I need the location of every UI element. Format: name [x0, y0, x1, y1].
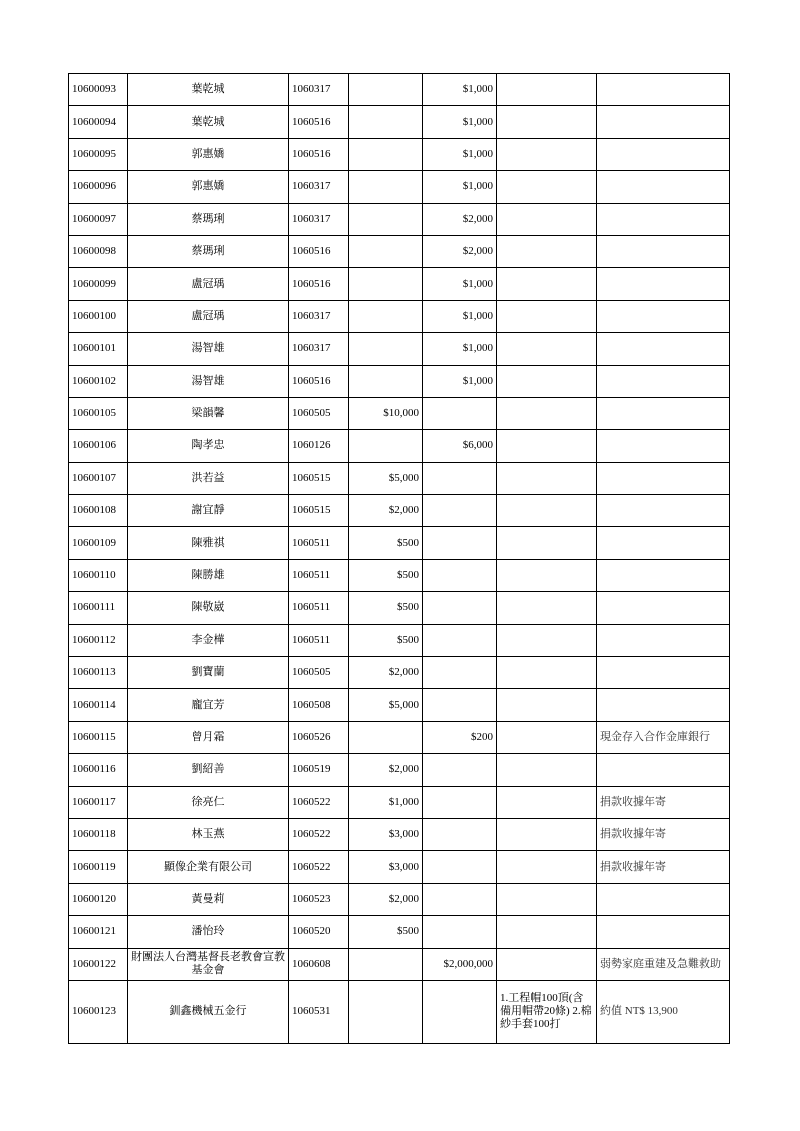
donated-item-cell — [497, 624, 597, 656]
amount-cell — [349, 365, 423, 397]
donor-name-cell: 郭惠嬌 — [128, 171, 289, 203]
donated-item-cell — [497, 657, 597, 689]
amount-cell: $1,000 — [423, 268, 497, 300]
donor-name-cell: 謝宜靜 — [128, 495, 289, 527]
donated-item-cell — [497, 786, 597, 818]
amount-cell — [349, 203, 423, 235]
donation-id-cell: 10600119 — [69, 851, 128, 883]
donor-name-cell: 盧冠瑀 — [128, 300, 289, 332]
amount-cell: $2,000 — [349, 883, 423, 915]
donor-name-cell: 陳敬崴 — [128, 592, 289, 624]
donor-name-cell: 顯像企業有限公司 — [128, 851, 289, 883]
note-cell — [597, 235, 730, 267]
table-row — [69, 365, 730, 397]
donation-id-cell: 10600097 — [69, 203, 128, 235]
donation-date-cell: 1060508 — [289, 689, 349, 721]
donor-name-cell: 蔡瑪琍 — [128, 203, 289, 235]
donated-item-cell — [497, 171, 597, 203]
table-row — [69, 786, 730, 818]
amount-cell — [423, 495, 497, 527]
note-cell — [597, 592, 730, 624]
donation-date-cell: 1060317 — [289, 300, 349, 332]
donated-item-cell — [497, 883, 597, 915]
table-row — [69, 624, 730, 656]
donation-date-cell: 1060511 — [289, 592, 349, 624]
note-cell — [597, 754, 730, 786]
table-row — [69, 495, 730, 527]
donor-name-cell: 陳雅祺 — [128, 527, 289, 559]
amount-cell — [349, 430, 423, 462]
table-row — [69, 916, 730, 948]
donation-date-cell: 1060317 — [289, 203, 349, 235]
donation-date-cell: 1060511 — [289, 624, 349, 656]
donated-item-cell — [497, 235, 597, 267]
donation-id-cell: 10600101 — [69, 333, 128, 365]
note-cell — [597, 657, 730, 689]
amount-cell: $1,000 — [423, 333, 497, 365]
table-row — [69, 333, 730, 365]
donor-name-cell: 黃曼莉 — [128, 883, 289, 915]
note-cell — [597, 268, 730, 300]
donated-item-cell — [497, 559, 597, 591]
table-row — [69, 948, 730, 980]
note-cell: 捐款收據年寄 — [597, 786, 730, 818]
amount-cell: $1,000 — [423, 365, 497, 397]
donor-name-cell: 葉乾城 — [128, 106, 289, 138]
amount-cell — [423, 559, 497, 591]
amount-cell — [349, 721, 423, 753]
donation-id-cell: 10600098 — [69, 235, 128, 267]
donor-name-cell: 洪若益 — [128, 462, 289, 494]
donor-name-cell: 李金樺 — [128, 624, 289, 656]
donation-date-cell: 1060505 — [289, 657, 349, 689]
table-row — [69, 138, 730, 170]
table-row — [69, 851, 730, 883]
donation-id-cell: 10600095 — [69, 138, 128, 170]
donation-id-cell: 10600093 — [69, 74, 128, 106]
amount-cell — [349, 74, 423, 106]
donation-date-cell: 1060531 — [289, 980, 349, 1043]
note-cell — [597, 462, 730, 494]
donated-item-cell — [497, 527, 597, 559]
donation-id-cell: 10600111 — [69, 592, 128, 624]
amount-cell: $6,000 — [423, 430, 497, 462]
table-row — [69, 106, 730, 138]
donation-id-cell: 10600099 — [69, 268, 128, 300]
donated-item-cell — [497, 495, 597, 527]
amount-cell — [349, 171, 423, 203]
amount-cell — [349, 138, 423, 170]
donated-item-cell — [497, 851, 597, 883]
donated-item-cell — [497, 268, 597, 300]
donor-name-cell: 劉紹善 — [128, 754, 289, 786]
donor-name-cell: 財團法人台灣基督長老教會宣教基金會 — [128, 948, 289, 980]
amount-cell — [423, 592, 497, 624]
amount-cell: $1,000 — [423, 300, 497, 332]
amount-cell: $2,000,000 — [423, 948, 497, 980]
donated-item-cell — [497, 721, 597, 753]
donation-id-cell: 10600094 — [69, 106, 128, 138]
donor-name-cell: 徐亮仁 — [128, 786, 289, 818]
donation-date-cell: 1060516 — [289, 106, 349, 138]
table-row — [69, 203, 730, 235]
amount-cell: $3,000 — [349, 818, 423, 850]
donation-id-cell: 10600116 — [69, 754, 128, 786]
donated-item-cell — [497, 106, 597, 138]
amount-cell: $2,000 — [423, 203, 497, 235]
amount-cell: $500 — [349, 916, 423, 948]
table-row — [69, 527, 730, 559]
donation-date-cell: 1060522 — [289, 851, 349, 883]
donation-id-cell: 10600105 — [69, 397, 128, 429]
donation-date-cell: 1060522 — [289, 818, 349, 850]
donation-id-cell: 10600118 — [69, 818, 128, 850]
note-cell — [597, 689, 730, 721]
donation-id-cell: 10600123 — [69, 980, 128, 1043]
donation-date-cell: 1060526 — [289, 721, 349, 753]
table-row — [69, 300, 730, 332]
donation-id-cell: 10600107 — [69, 462, 128, 494]
note-cell — [597, 138, 730, 170]
donated-item-cell — [497, 754, 597, 786]
note-cell — [597, 397, 730, 429]
donation-id-cell: 10600112 — [69, 624, 128, 656]
note-cell — [597, 495, 730, 527]
table-row — [69, 268, 730, 300]
table-row — [69, 721, 730, 753]
note-cell — [597, 300, 730, 332]
donor-name-cell: 劉寶蘭 — [128, 657, 289, 689]
note-cell: 捐款收據年寄 — [597, 851, 730, 883]
donated-item-cell — [497, 397, 597, 429]
donation-id-cell: 10600102 — [69, 365, 128, 397]
donation-date-cell: 1060511 — [289, 527, 349, 559]
note-cell — [597, 171, 730, 203]
table-row — [69, 235, 730, 267]
amount-cell: $1,000 — [423, 171, 497, 203]
amount-cell — [423, 657, 497, 689]
amount-cell: $2,000 — [349, 657, 423, 689]
note-cell — [597, 203, 730, 235]
amount-cell: $2,000 — [349, 495, 423, 527]
donation-date-cell: 1060511 — [289, 559, 349, 591]
donor-name-cell: 郭惠嬌 — [128, 138, 289, 170]
donation-id-cell: 10600114 — [69, 689, 128, 721]
amount-cell — [423, 754, 497, 786]
donor-name-cell: 潘怡玲 — [128, 916, 289, 948]
table-row — [69, 883, 730, 915]
amount-cell — [423, 786, 497, 818]
donor-name-cell: 盧冠瑀 — [128, 268, 289, 300]
donor-name-cell: 蔡瑪琍 — [128, 235, 289, 267]
amount-cell — [349, 268, 423, 300]
amount-cell — [349, 948, 423, 980]
amount-cell — [423, 851, 497, 883]
amount-cell — [349, 333, 423, 365]
amount-cell — [423, 883, 497, 915]
table-row — [69, 818, 730, 850]
donation-date-cell: 1060515 — [289, 495, 349, 527]
note-cell: 捐款收據年寄 — [597, 818, 730, 850]
note-cell — [597, 430, 730, 462]
donor-name-cell: 陶孝忠 — [128, 430, 289, 462]
amount-cell: $1,000 — [423, 74, 497, 106]
donation-id-cell: 10600108 — [69, 495, 128, 527]
amount-cell: $2,000 — [349, 754, 423, 786]
table-row — [69, 397, 730, 429]
donation-date-cell: 1060608 — [289, 948, 349, 980]
table-row — [69, 74, 730, 106]
donated-item-cell: 1.工程帽100頂(含備用帽帶20條) 2.棉紗手套100打 — [497, 980, 597, 1043]
table-row — [69, 430, 730, 462]
amount-cell — [423, 624, 497, 656]
note-cell — [597, 527, 730, 559]
donated-item-cell — [497, 462, 597, 494]
table-row — [69, 559, 730, 591]
amount-cell: $5,000 — [349, 689, 423, 721]
donated-item-cell — [497, 74, 597, 106]
donor-name-cell: 曾月霜 — [128, 721, 289, 753]
donation-id-cell: 10600122 — [69, 948, 128, 980]
amount-cell: $500 — [349, 592, 423, 624]
amount-cell: $200 — [423, 721, 497, 753]
donated-item-cell — [497, 365, 597, 397]
donation-table — [68, 73, 730, 1044]
donation-date-cell: 1060505 — [289, 397, 349, 429]
donation-id-cell: 10600096 — [69, 171, 128, 203]
note-cell — [597, 559, 730, 591]
amount-cell: $5,000 — [349, 462, 423, 494]
donation-date-cell: 1060126 — [289, 430, 349, 462]
donation-id-cell: 10600109 — [69, 527, 128, 559]
donation-id-cell: 10600100 — [69, 300, 128, 332]
donation-date-cell: 1060317 — [289, 171, 349, 203]
donor-name-cell: 梁韻馨 — [128, 397, 289, 429]
donated-item-cell — [497, 916, 597, 948]
donated-item-cell — [497, 689, 597, 721]
donor-name-cell: 湯智雄 — [128, 365, 289, 397]
amount-cell — [423, 818, 497, 850]
table-row — [69, 592, 730, 624]
note-cell — [597, 365, 730, 397]
amount-cell: $2,000 — [423, 235, 497, 267]
donor-name-cell: 釧鑫機械五金行 — [128, 980, 289, 1043]
note-cell — [597, 106, 730, 138]
amount-cell — [423, 916, 497, 948]
donation-date-cell: 1060523 — [289, 883, 349, 915]
amount-cell — [349, 235, 423, 267]
amount-cell — [423, 397, 497, 429]
donation-date-cell: 1060516 — [289, 268, 349, 300]
note-cell: 約值 NT$ 13,900 — [597, 980, 730, 1043]
amount-cell: $10,000 — [349, 397, 423, 429]
donation-id-cell: 10600106 — [69, 430, 128, 462]
donated-item-cell — [497, 203, 597, 235]
donated-item-cell — [497, 818, 597, 850]
donation-date-cell: 1060519 — [289, 754, 349, 786]
donation-date-cell: 1060515 — [289, 462, 349, 494]
table-row — [69, 980, 730, 1043]
amount-cell: $1,000 — [423, 138, 497, 170]
amount-cell — [423, 527, 497, 559]
donation-id-cell: 10600110 — [69, 559, 128, 591]
amount-cell: $1,000 — [423, 106, 497, 138]
amount-cell: $500 — [349, 559, 423, 591]
donation-date-cell: 1060516 — [289, 235, 349, 267]
donation-id-cell: 10600121 — [69, 916, 128, 948]
donor-name-cell: 林玉燕 — [128, 818, 289, 850]
donated-item-cell — [497, 430, 597, 462]
amount-cell — [423, 689, 497, 721]
donated-item-cell — [497, 592, 597, 624]
amount-cell: $500 — [349, 527, 423, 559]
note-cell — [597, 916, 730, 948]
note-cell: 弱勢家庭重建及急難救助 — [597, 948, 730, 980]
donated-item-cell — [497, 138, 597, 170]
amount-cell — [349, 106, 423, 138]
donation-id-cell: 10600113 — [69, 657, 128, 689]
donation-date-cell: 1060516 — [289, 138, 349, 170]
table-row — [69, 462, 730, 494]
table-row — [69, 754, 730, 786]
amount-cell: $3,000 — [349, 851, 423, 883]
table-row — [69, 171, 730, 203]
donor-name-cell: 龐宜芳 — [128, 689, 289, 721]
amount-cell — [423, 462, 497, 494]
donor-name-cell: 葉乾城 — [128, 74, 289, 106]
amount-cell — [423, 980, 497, 1043]
donated-item-cell — [497, 948, 597, 980]
table-body — [69, 74, 730, 1044]
donation-date-cell: 1060522 — [289, 786, 349, 818]
amount-cell: $500 — [349, 624, 423, 656]
amount-cell: $1,000 — [349, 786, 423, 818]
note-cell — [597, 333, 730, 365]
note-cell — [597, 74, 730, 106]
donated-item-cell — [497, 333, 597, 365]
note-cell — [597, 624, 730, 656]
amount-cell — [349, 300, 423, 332]
note-cell — [597, 883, 730, 915]
donation-id-cell: 10600115 — [69, 721, 128, 753]
table-row — [69, 689, 730, 721]
donation-date-cell: 1060520 — [289, 916, 349, 948]
donation-id-cell: 10600117 — [69, 786, 128, 818]
donated-item-cell — [497, 300, 597, 332]
note-cell: 現金存入合作金庫銀行 — [597, 721, 730, 753]
donor-name-cell: 湯智雄 — [128, 333, 289, 365]
donation-date-cell: 1060317 — [289, 333, 349, 365]
donation-id-cell: 10600120 — [69, 883, 128, 915]
amount-cell — [349, 980, 423, 1043]
table-row — [69, 657, 730, 689]
donation-date-cell: 1060516 — [289, 365, 349, 397]
donation-date-cell: 1060317 — [289, 74, 349, 106]
donor-name-cell: 陳勝雄 — [128, 559, 289, 591]
